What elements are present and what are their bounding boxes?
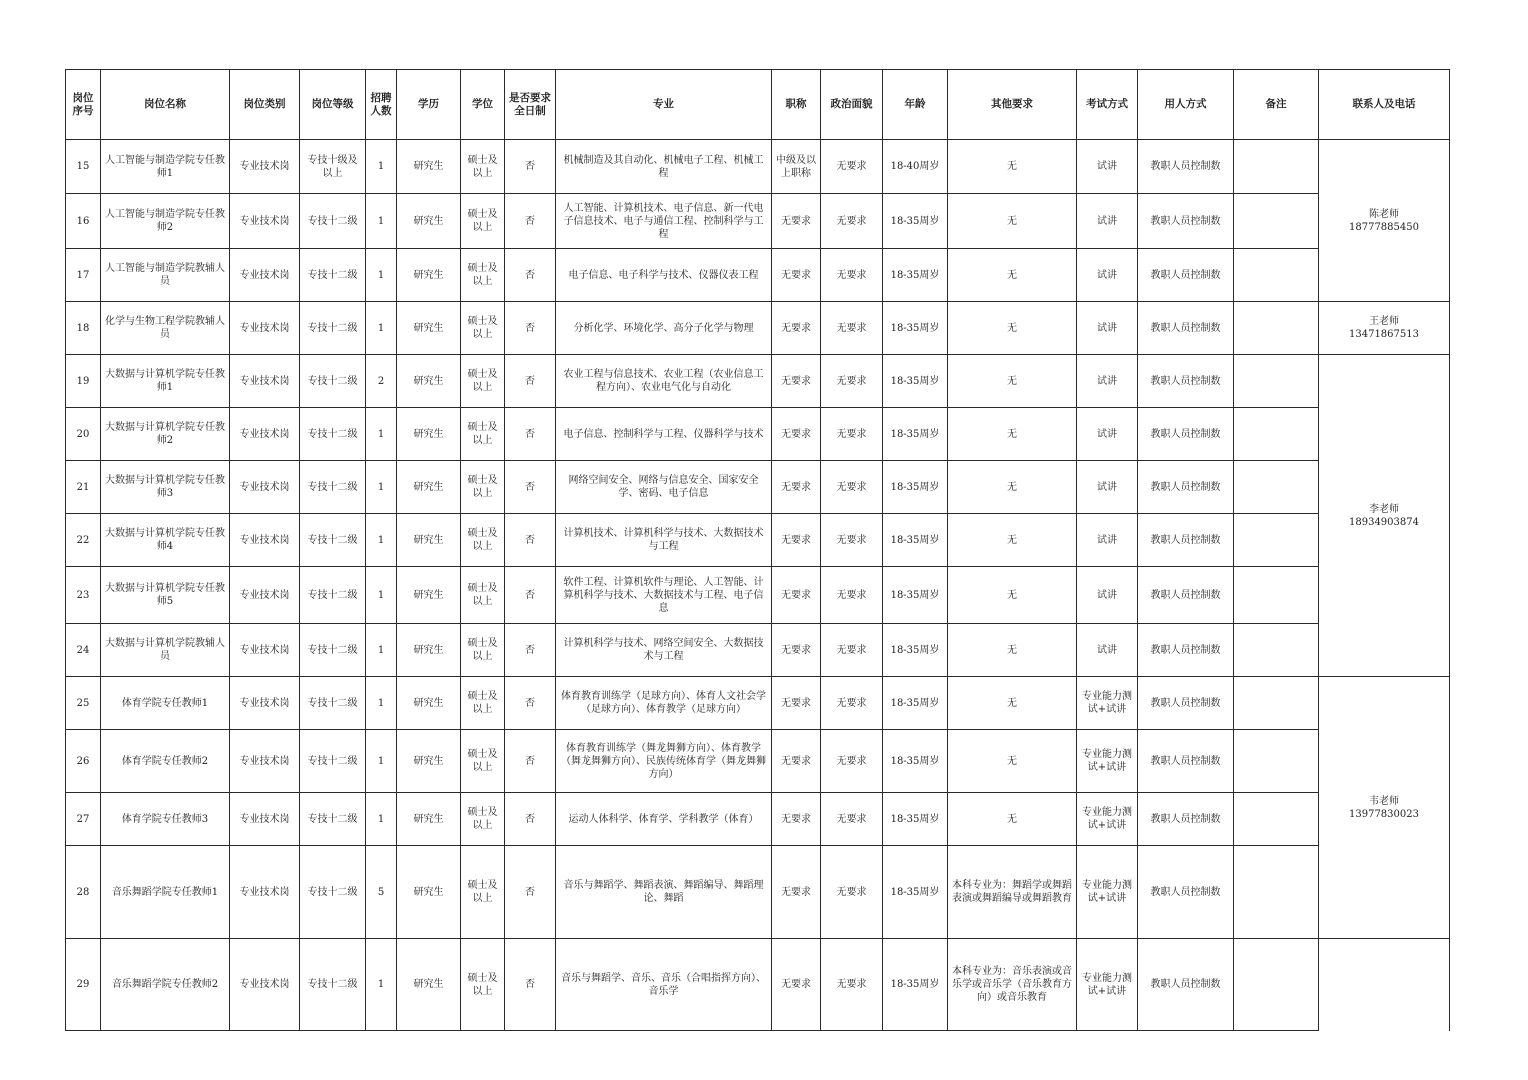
level-cell: 专技十二级 [300,461,366,514]
political-cell: 无要求 [821,249,883,302]
age-cell: 18-35周岁 [883,355,948,408]
count-cell: 1 [366,302,397,355]
position-name-cell: 音乐舞蹈学院专任教师2 [101,939,230,1031]
education-cell: 研究生 [397,846,461,939]
count-cell: 1 [366,677,397,730]
exam-method-cell: 专业能力测试+试讲 [1077,730,1138,793]
education-cell: 研究生 [397,514,461,567]
other-requirement-cell: 无 [948,793,1077,846]
employment-cell: 教职人员控制数 [1138,677,1234,730]
age-cell: 18-35周岁 [883,514,948,567]
remark-cell [1234,624,1319,677]
degree-cell: 硕士及以上 [461,514,505,567]
degree-cell: 硕士及以上 [461,846,505,939]
table-row [66,194,1450,249]
degree-cell: 硕士及以上 [461,408,505,461]
fulltime-cell: 否 [505,846,556,939]
level-cell: 专技十二级 [300,408,366,461]
employment-cell: 教职人员控制数 [1138,461,1234,514]
level-cell: 专技十二级 [300,514,366,567]
position-name-cell: 大数据与计算机学院专任教师5 [101,567,230,624]
other-requirement-cell: 无 [948,461,1077,514]
degree-cell: 硕士及以上 [461,355,505,408]
degree-cell: 硕士及以上 [461,793,505,846]
level-cell: 专技十二级 [300,624,366,677]
seq-cell: 19 [66,355,101,408]
category-cell: 专业技术岗 [230,793,300,846]
exam-method-cell: 专业能力测试+试讲 [1077,677,1138,730]
exam-method-cell: 试讲 [1077,355,1138,408]
major-cell: 农业工程与信息技术、农业工程（农业信息工程方向）、农业电气化与自动化 [556,355,772,408]
table-row [66,408,1450,461]
remark-cell [1234,793,1319,846]
employment-cell: 教职人员控制数 [1138,194,1234,249]
header-level: 岗位等级 [300,70,366,140]
position-name-cell: 大数据与计算机学院专任教师4 [101,514,230,567]
seq-cell: 20 [66,408,101,461]
political-cell: 无要求 [821,140,883,194]
category-cell: 专业技术岗 [230,730,300,793]
exam-method-cell: 试讲 [1077,140,1138,194]
level-cell: 专技十二级 [300,567,366,624]
employment-cell: 教职人员控制数 [1138,514,1234,567]
age-cell: 18-35周岁 [883,939,948,1031]
header-degree: 学位 [461,70,505,140]
count-cell: 1 [366,249,397,302]
count-cell: 1 [366,567,397,624]
fulltime-cell: 否 [505,624,556,677]
fulltime-cell: 否 [505,408,556,461]
remark-cell [1234,939,1319,1031]
political-cell: 无要求 [821,624,883,677]
contact-phone: 18934903874 [1349,516,1419,528]
other-requirement-cell: 无 [948,514,1077,567]
category-cell: 专业技术岗 [230,461,300,514]
contact-cell [1319,677,1450,939]
fulltime-cell: 否 [505,194,556,249]
political-cell: 无要求 [821,793,883,846]
other-requirement-cell: 无 [948,408,1077,461]
fulltime-cell: 否 [505,730,556,793]
degree-cell: 硕士及以上 [461,567,505,624]
level-cell: 专技十二级 [300,194,366,249]
degree-cell: 硕士及以上 [461,624,505,677]
category-cell: 专业技术岗 [230,355,300,408]
category-cell: 专业技术岗 [230,140,300,194]
category-cell: 专业技术岗 [230,408,300,461]
education-cell: 研究生 [397,730,461,793]
seq-cell: 18 [66,302,101,355]
exam-method-cell: 试讲 [1077,567,1138,624]
category-cell: 专业技术岗 [230,567,300,624]
count-cell: 5 [366,846,397,939]
employment-cell: 教职人员控制数 [1138,730,1234,793]
other-requirement-cell: 无 [948,677,1077,730]
exam-method-cell: 专业能力测试+试讲 [1077,939,1138,1031]
remark-cell [1234,514,1319,567]
contact-phone: 13471867513 [1349,329,1419,340]
employment-cell: 教职人员控制数 [1138,140,1234,194]
table-row [66,624,1450,677]
degree-cell: 硕士及以上 [461,249,505,302]
major-cell: 计算机科学与技术、网络空间安全、大数据技术与工程 [556,624,772,677]
contact-cell [1319,302,1450,355]
contact-phone: 13977830023 [1349,808,1419,820]
employment-cell: 教职人员控制数 [1138,567,1234,624]
remark-cell [1234,730,1319,793]
contact-name: 王老师 [1369,316,1399,327]
education-cell: 研究生 [397,677,461,730]
count-cell: 1 [366,939,397,1031]
education-cell: 研究生 [397,302,461,355]
age-cell: 18-35周岁 [883,677,948,730]
seq-cell: 23 [66,567,101,624]
header-remark: 备注 [1234,70,1319,140]
header-seq: 岗位序号 [66,70,101,140]
position-name-cell: 体育学院专任教师3 [101,793,230,846]
category-cell: 专业技术岗 [230,302,300,355]
age-cell: 18-35周岁 [883,249,948,302]
recruitment-table [65,69,1450,1031]
major-cell: 运动人体科学、体育学、学科教学（体育） [556,793,772,846]
header-row [66,70,1450,140]
title-cell: 无要求 [772,677,821,730]
count-cell: 1 [366,194,397,249]
level-cell: 专技十二级 [300,846,366,939]
count-cell: 1 [366,140,397,194]
major-cell: 计算机技术、计算机科学与技术、大数据技术与工程 [556,514,772,567]
age-cell: 18-35周岁 [883,793,948,846]
header-count: 招聘人数 [366,70,397,140]
age-cell: 18-40周岁 [883,140,948,194]
major-cell: 电子信息、电子科学与技术、仪器仪表工程 [556,249,772,302]
other-requirement-cell: 无 [948,194,1077,249]
seq-cell: 24 [66,624,101,677]
education-cell: 研究生 [397,408,461,461]
title-cell: 无要求 [772,567,821,624]
age-cell: 18-35周岁 [883,302,948,355]
exam-method-cell: 试讲 [1077,249,1138,302]
seq-cell: 15 [66,140,101,194]
other-requirement-cell: 无 [948,140,1077,194]
employment-cell: 教职人员控制数 [1138,846,1234,939]
remark-cell [1234,846,1319,939]
header-category: 岗位类别 [230,70,300,140]
remark-cell [1234,408,1319,461]
seq-cell: 25 [66,677,101,730]
title-cell: 无要求 [772,730,821,793]
contact-cell [1319,355,1450,677]
age-cell: 18-35周岁 [883,730,948,793]
political-cell: 无要求 [821,514,883,567]
fulltime-cell: 否 [505,567,556,624]
position-name-cell: 体育学院专任教师1 [101,677,230,730]
fulltime-cell: 否 [505,302,556,355]
level-cell: 专技十二级 [300,793,366,846]
table-row [66,677,1450,730]
political-cell: 无要求 [821,408,883,461]
major-cell: 网络空间安全、网络与信息安全、国家安全学、密码、电子信息 [556,461,772,514]
other-requirement-cell: 本科专业为：音乐表演或音乐学或音乐学（音乐教育方向）或音乐教育 [948,939,1077,1031]
remark-cell [1234,461,1319,514]
header-employ: 用人方式 [1138,70,1234,140]
position-name-cell: 体育学院专任教师2 [101,730,230,793]
employment-cell: 教职人员控制数 [1138,793,1234,846]
other-requirement-cell: 无 [948,355,1077,408]
age-cell: 18-35周岁 [883,567,948,624]
title-cell: 无要求 [772,624,821,677]
political-cell: 无要求 [821,846,883,939]
header-age: 年龄 [883,70,948,140]
political-cell: 无要求 [821,194,883,249]
employment-cell: 教职人员控制数 [1138,939,1234,1031]
age-cell: 18-35周岁 [883,408,948,461]
position-name-cell: 人工智能与制造学院教辅人员 [101,249,230,302]
count-cell: 1 [366,408,397,461]
political-cell: 无要求 [821,461,883,514]
remark-cell [1234,677,1319,730]
education-cell: 研究生 [397,793,461,846]
position-name-cell: 化学与生物工程学院教辅人员 [101,302,230,355]
table-row [66,302,1450,355]
contact-name: 李老师 [1369,503,1399,515]
table-row [66,249,1450,302]
employment-cell: 教职人员控制数 [1138,249,1234,302]
level-cell: 专技十二级 [300,249,366,302]
exam-method-cell: 试讲 [1077,302,1138,355]
political-cell: 无要求 [821,302,883,355]
count-cell: 2 [366,355,397,408]
seq-cell: 26 [66,730,101,793]
seq-cell: 16 [66,194,101,249]
exam-method-cell: 试讲 [1077,624,1138,677]
fulltime-cell: 否 [505,939,556,1031]
table-row [66,730,1450,793]
title-cell: 无要求 [772,514,821,567]
degree-cell: 硕士及以上 [461,140,505,194]
level-cell: 专技十级及以上 [300,140,366,194]
major-cell: 电子信息、控制科学与工程、仪器科学与技术 [556,408,772,461]
education-cell: 研究生 [397,194,461,249]
fulltime-cell: 否 [505,355,556,408]
table-row [66,939,1450,1031]
seq-cell: 29 [66,939,101,1031]
category-cell: 专业技术岗 [230,939,300,1031]
degree-cell: 硕士及以上 [461,194,505,249]
header-fulltime: 是否要求全日制 [505,70,556,140]
category-cell: 专业技术岗 [230,514,300,567]
degree-cell: 硕士及以上 [461,677,505,730]
remark-cell [1234,302,1319,355]
title-cell: 无要求 [772,846,821,939]
employment-cell: 教职人员控制数 [1138,408,1234,461]
education-cell: 研究生 [397,624,461,677]
major-cell: 机械制造及其自动化、机械电子工程、机械工程 [556,140,772,194]
category-cell: 专业技术岗 [230,249,300,302]
education-cell: 研究生 [397,567,461,624]
major-cell: 人工智能、计算机技术、电子信息、新一代电子信息技术、电子与通信工程、控制科学与工程 [556,194,772,249]
table-row [66,514,1450,567]
contact-cell [1319,140,1450,302]
major-cell: 分析化学、环境化学、高分子化学与物理 [556,302,772,355]
exam-method-cell: 试讲 [1077,514,1138,567]
political-cell: 无要求 [821,355,883,408]
seq-cell: 17 [66,249,101,302]
count-cell: 1 [366,793,397,846]
position-name-cell: 人工智能与制造学院专任教师2 [101,194,230,249]
title-cell: 中级及以上职称 [772,140,821,194]
degree-cell: 硕士及以上 [461,730,505,793]
exam-method-cell: 专业能力测试+试讲 [1077,846,1138,939]
header-contact: 联系人及电话 [1319,70,1450,140]
education-cell: 研究生 [397,249,461,302]
major-cell: 体育教育训练学（舞龙舞狮方向）、体育教学（舞龙舞狮方向）、民族传统体育学（舞龙舞狮方向） [556,730,772,793]
other-requirement-cell: 无 [948,249,1077,302]
contact-phone: 18777885450 [1349,221,1419,233]
title-cell: 无要求 [772,408,821,461]
header-major: 专业 [556,70,772,140]
education-cell: 研究生 [397,140,461,194]
exam-method-cell: 试讲 [1077,461,1138,514]
age-cell: 18-35周岁 [883,461,948,514]
table-row [66,846,1450,939]
remark-cell [1234,140,1319,194]
header-position-name: 岗位名称 [101,70,230,140]
fulltime-cell: 否 [505,514,556,567]
other-requirement-cell: 无 [948,567,1077,624]
count-cell: 1 [366,514,397,567]
employment-cell: 教职人员控制数 [1138,624,1234,677]
table-row [66,567,1450,624]
age-cell: 18-35周岁 [883,194,948,249]
seq-cell: 21 [66,461,101,514]
level-cell: 专技十二级 [300,939,366,1031]
seq-cell: 28 [66,846,101,939]
seq-cell: 27 [66,793,101,846]
position-name-cell: 大数据与计算机学院教辅人员 [101,624,230,677]
employment-cell: 教职人员控制数 [1138,355,1234,408]
header-title: 职称 [772,70,821,140]
degree-cell: 硕士及以上 [461,302,505,355]
title-cell: 无要求 [772,793,821,846]
position-name-cell: 大数据与计算机学院专任教师2 [101,408,230,461]
degree-cell: 硕士及以上 [461,461,505,514]
other-requirement-cell: 无 [948,302,1077,355]
title-cell: 无要求 [772,249,821,302]
header-political: 政治面貌 [821,70,883,140]
remark-cell [1234,355,1319,408]
education-cell: 研究生 [397,355,461,408]
other-requirement-cell: 本科专业为：舞蹈学或舞蹈表演或舞蹈编导或舞蹈教育 [948,846,1077,939]
education-cell: 研究生 [397,461,461,514]
exam-method-cell: 专业能力测试+试讲 [1077,793,1138,846]
level-cell: 专技十二级 [300,730,366,793]
position-name-cell: 人工智能与制造学院专任教师1 [101,140,230,194]
seq-cell: 22 [66,514,101,567]
title-cell: 无要求 [772,461,821,514]
fulltime-cell: 否 [505,793,556,846]
position-name-cell: 大数据与计算机学院专任教师3 [101,461,230,514]
header-exam: 考试方式 [1077,70,1138,140]
level-cell: 专技十二级 [300,677,366,730]
title-cell: 无要求 [772,194,821,249]
position-name-cell: 大数据与计算机学院专任教师1 [101,355,230,408]
major-cell: 音乐与舞蹈学、音乐、音乐（合唱指挥方向）、音乐学 [556,939,772,1031]
title-cell: 无要求 [772,939,821,1031]
remark-cell [1234,567,1319,624]
count-cell: 1 [366,624,397,677]
count-cell: 1 [366,461,397,514]
other-requirement-cell: 无 [948,624,1077,677]
header-education: 学历 [397,70,461,140]
age-cell: 18-35周岁 [883,846,948,939]
level-cell: 专技十二级 [300,355,366,408]
fulltime-cell: 否 [505,461,556,514]
count-cell: 1 [366,730,397,793]
fulltime-cell: 否 [505,249,556,302]
degree-cell: 硕士及以上 [461,939,505,1031]
category-cell: 专业技术岗 [230,624,300,677]
political-cell: 无要求 [821,567,883,624]
exam-method-cell: 试讲 [1077,194,1138,249]
level-cell: 专技十二级 [300,302,366,355]
employment-cell: 教职人员控制数 [1138,302,1234,355]
table-row [66,461,1450,514]
contact-name: 韦老师 [1369,795,1399,807]
other-requirement-cell: 无 [948,730,1077,793]
political-cell: 无要求 [821,939,883,1031]
fulltime-cell: 否 [505,677,556,730]
category-cell: 专业技术岗 [230,677,300,730]
table-row [66,355,1450,408]
category-cell: 专业技术岗 [230,194,300,249]
table-row [66,140,1450,194]
title-cell: 无要求 [772,302,821,355]
political-cell: 无要求 [821,730,883,793]
major-cell: 软件工程、计算机软件与理论、人工智能、计算机科学与技术、大数据技术与工程、电子信息 [556,567,772,624]
category-cell: 专业技术岗 [230,846,300,939]
remark-cell [1234,249,1319,302]
major-cell: 音乐与舞蹈学、舞蹈表演、舞蹈编导、舞蹈理论、舞蹈 [556,846,772,939]
fulltime-cell: 否 [505,140,556,194]
major-cell: 体育教育训练学（足球方向）、体育人文社会学（足球方向）、体育教学（足球方向） [556,677,772,730]
education-cell: 研究生 [397,939,461,1031]
age-cell: 18-35周岁 [883,624,948,677]
political-cell: 无要求 [821,677,883,730]
position-name-cell: 音乐舞蹈学院专任教师1 [101,846,230,939]
header-other: 其他要求 [948,70,1077,140]
title-cell: 无要求 [772,355,821,408]
table-row [66,793,1450,846]
remark-cell [1234,194,1319,249]
contact-name: 陈老师 [1369,208,1399,220]
exam-method-cell: 试讲 [1077,408,1138,461]
